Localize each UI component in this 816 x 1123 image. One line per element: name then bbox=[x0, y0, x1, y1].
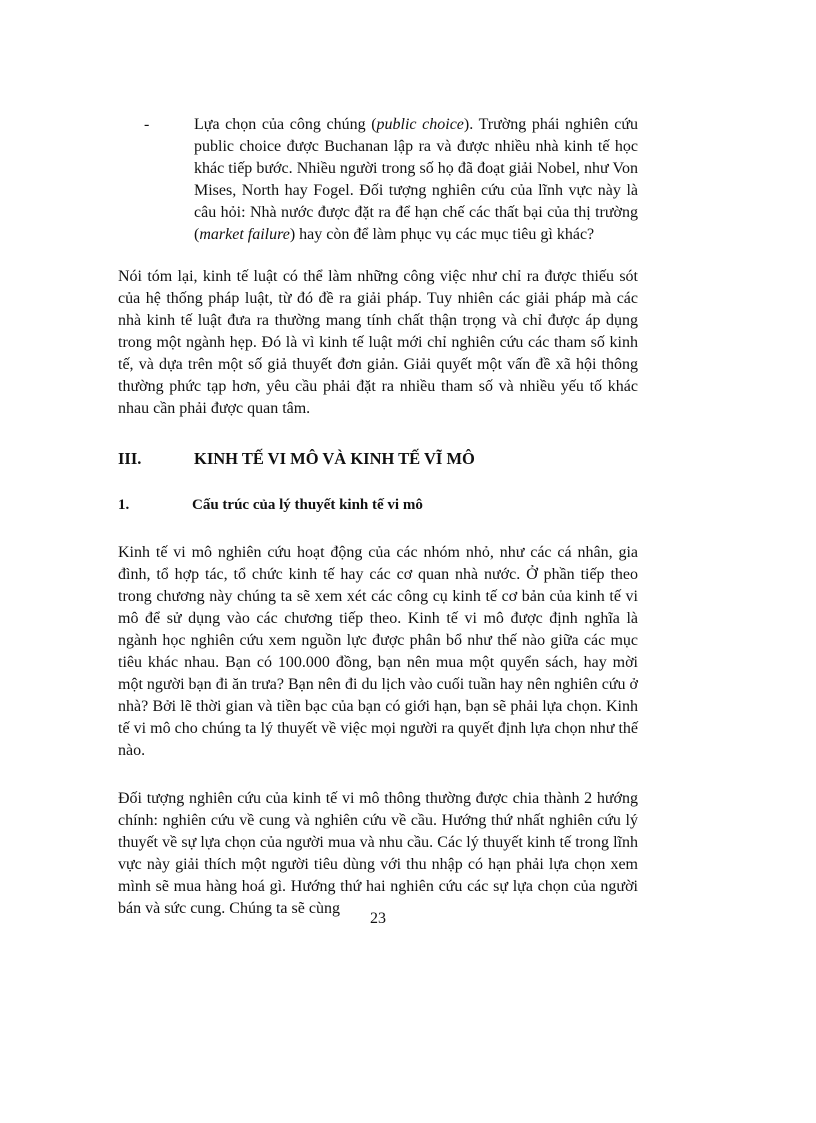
subsection-number: 1. bbox=[118, 497, 130, 513]
page-number: 23 bbox=[370, 910, 386, 927]
term-public-choice: public choice bbox=[376, 116, 464, 133]
bullet-text-after: ) hay còn để làm phục vụ các mục tiêu gì khác? bbox=[289, 226, 595, 243]
bullet-marker: - bbox=[144, 116, 150, 133]
subsection-heading bbox=[118, 494, 638, 516]
bullet-text-middle: ). Trường phái nghiên cứu public choice được Buchanan lập ra và được nhiều nhà kinh tế học khác tiếp bước. Nhiều người trong số họ đã đoạt giải Nobel, như Von Mises, North hay Fogel. Đối tượng nghiên cứu của lĩnh vực này là câu hỏi: Nhà nước được đặt ra để hạn chế các thất bại của thị trường ( bbox=[194, 116, 638, 243]
paragraph-summary: Nói tóm lại, kinh tế luật có thể làm những công việc như chỉ ra được thiếu sót của hệ thống pháp luật, từ đó đề ra giải pháp. Tuy nhiên các giải pháp mà các nhà kinh tế luật đưa ra thường mang tính chất thận trọng và chỉ được áp dụng trong một ngành hẹp. Đó là vì kinh tế luật mới chỉ nghiên cứu các tham số kinh tế, và dựa trên một số giả thuyết đơn giản. Giải quyết một vấn đề xã hội thông thường phức tạp hơn, yêu cầu phải đặt ra nhiều tham số và nhiều yếu tố khác nhau cần phải được quan tâm. bbox=[118, 268, 638, 417]
bullet-text-before: Lựa chọn của công chúng ( bbox=[194, 116, 377, 133]
term-market-failure: market failure bbox=[199, 226, 290, 243]
section-heading bbox=[118, 448, 638, 470]
paragraph-research-objects: Đối tượng nghiên cứu của kinh tế vi mô thông thường được chia thành 2 hướng chính: nghiên cứu về cung và nghiên cứu về cầu. Hướng thứ nhất nghiên cứu lý thuyết về sự lựa chọn của người mua và nhu cầu. Các lý thuyết kinh tế trong lĩnh vực này giải thích một người tiêu dùng với thu nhập có hạn phải lựa chọn xem mình sẽ mua hàng hoá gì. Hướng thứ hai nghiên cứu các sự lựa chọn của người bán và sức cung. Chúng ta sẽ cùng bbox=[118, 790, 638, 917]
page-content bbox=[118, 114, 638, 920]
subsection-title: Cấu trúc của lý thuyết kinh tế vi mô bbox=[192, 497, 423, 513]
paragraph-microeconomics: Kinh tế vi mô nghiên cứu hoạt động của các nhóm nhỏ, như các cá nhân, gia đình, tổ hợp tác, tổ chức kinh tế hay các cơ quan nhà nước. Ở phần tiếp theo trong chương này chúng ta sẽ xem xét các công cụ kinh tế cơ bản của kinh tế vi mô để sử dụng vào các chương tiếp theo. Kinh tế vi mô được định nghĩa là ngành học nghiên cứu xem nguồn lực được phân bổ như thế nào giữa các mục tiêu khác nhau. Bạn có 100.000 đồng, bạn nên mua một quyển sách, hay mời một người bạn đi ăn trưa? Bạn nên đi du lịch vào cuối tuần hay nên nghiên cứu ở nhà? Bởi lẽ thời gian và tiền bạc của bạn có giới hạn, bạn sẽ phải lựa chọn. Kinh tế vi mô cho chúng ta lý thuyết về việc mọi người ra quyết định lựa chọn như thế nào. bbox=[118, 544, 638, 759]
section-number: III. bbox=[118, 449, 142, 468]
section-title: KINH TẾ VI MÔ VÀ KINH TẾ VĨ MÔ bbox=[194, 449, 475, 468]
bullet-item-public-choice bbox=[118, 114, 638, 246]
